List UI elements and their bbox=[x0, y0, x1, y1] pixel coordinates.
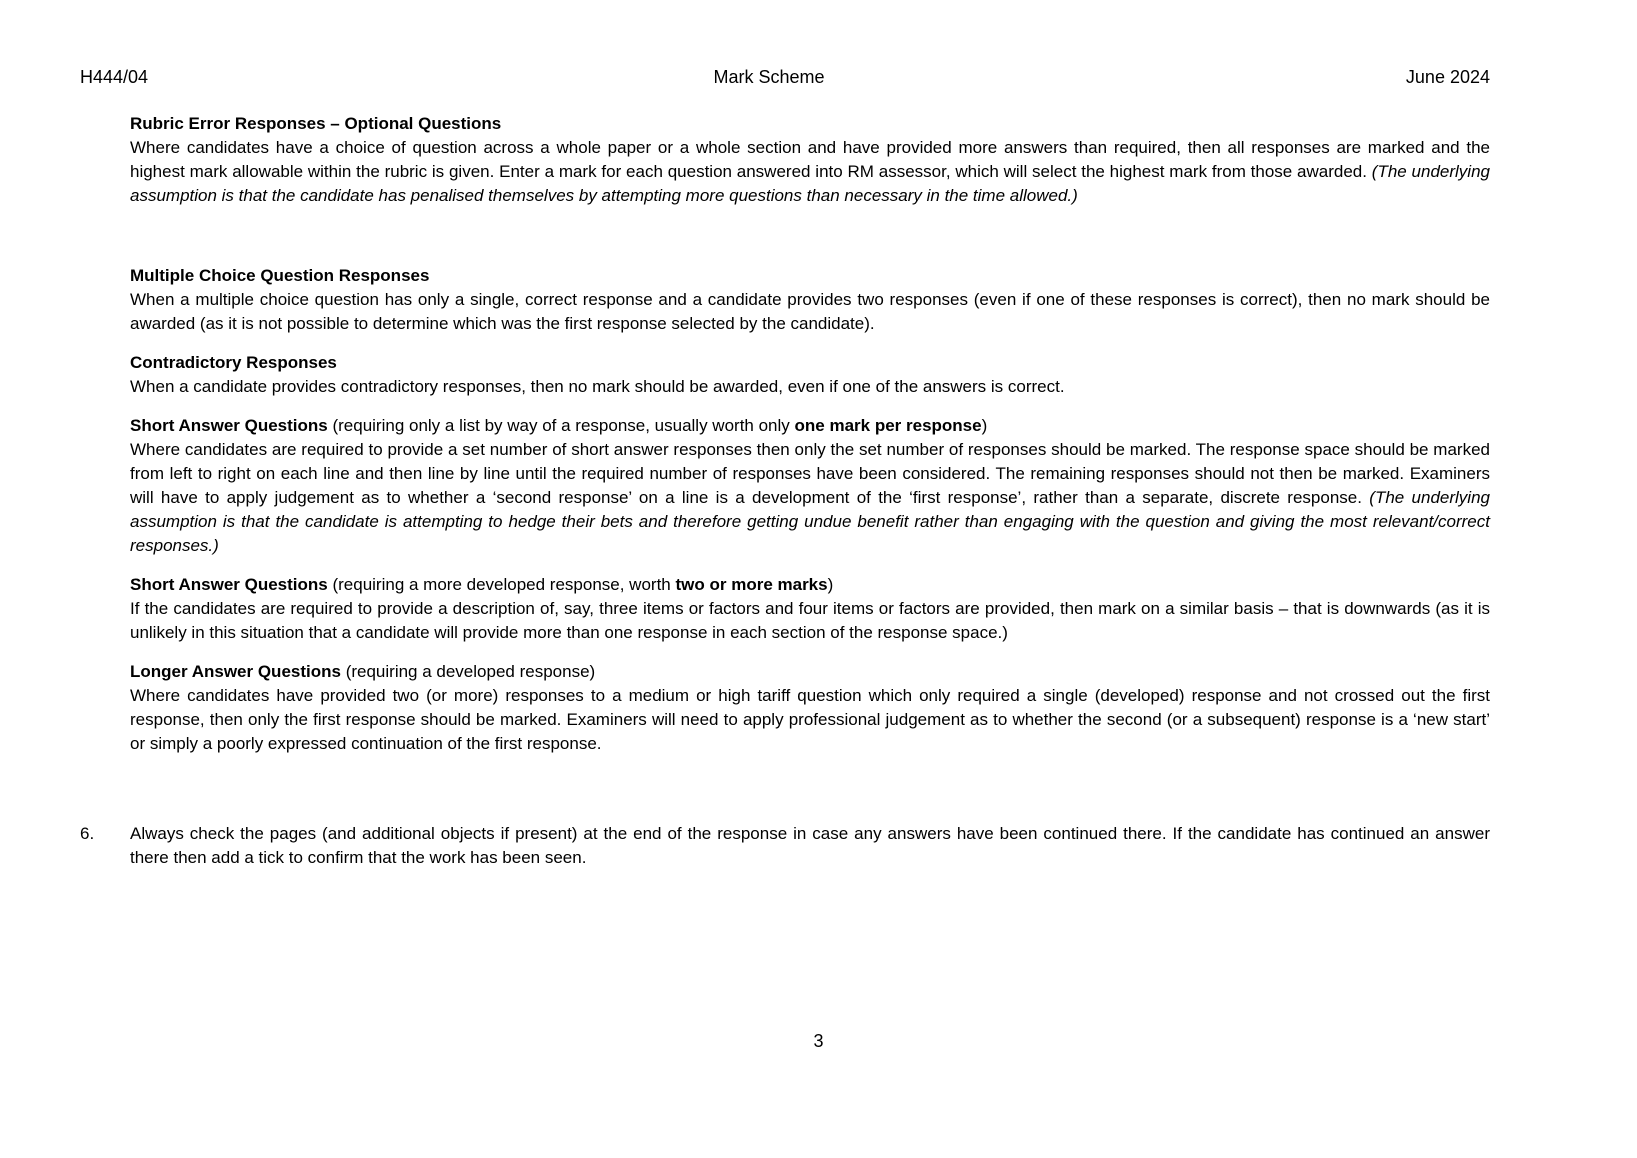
section-2 bbox=[130, 264, 1490, 336]
section-paragraph bbox=[130, 375, 1490, 399]
section-paragraph bbox=[130, 136, 1490, 208]
section-6 bbox=[130, 660, 1490, 756]
text-run: ) bbox=[981, 416, 988, 435]
page-header bbox=[80, 66, 1490, 88]
header-title: Mark Scheme bbox=[713, 67, 825, 87]
text-run: Short Answer Questions bbox=[130, 575, 328, 594]
text-run: Where candidates are required to provide a set number of short answer responses then only the set number of responses should be marked. The response space should be marked from left to right on each line and then line by line until the required number of responses have been considered. The remaining responses should not then be marked. Examiners will have to apply judgement as to whether a ‘second response’ on a line is a development of the ‘first response’, rather than a separate, discrete response. bbox=[130, 440, 1490, 507]
section-heading bbox=[130, 414, 1490, 438]
text-run: Short Answer Questions bbox=[130, 416, 328, 435]
text-run: When a candidate provides contradictory responses, then no mark should be awarded, even if one of the answers is correct. bbox=[130, 377, 1065, 396]
text-run: ) bbox=[827, 575, 834, 594]
text-run: Where candidates have a choice of question across a whole paper or a whole section and have provided more answers than required, then all responses are marked and the highest mark allowable within the rubric is given. Enter a mark for each question answered into RM assessor, which will select the highest mark from those awarded. bbox=[130, 138, 1490, 181]
text-run: When a multiple choice question has only a single, correct response and a candidate provides two responses (even if one of these responses is correct), then no mark should be awarded (as it is not possible to determine which was the first response selected by the candidate). bbox=[130, 290, 1490, 333]
text-run: Multiple Choice Question Responses bbox=[130, 266, 430, 285]
header-date: June 2024 bbox=[1405, 67, 1490, 87]
header-paper-code: H444/04 bbox=[80, 67, 149, 87]
item-text: Always check the pages (and additional objects if present) at the end of the response in case any answers have been continued there. If the candidate has continued an answer there then add a tick to confirm that the work has been seen. bbox=[130, 824, 1490, 867]
text-run: Rubric Error Responses – Optional Questions bbox=[130, 114, 502, 133]
page-footer bbox=[0, 1030, 1637, 1052]
section-4 bbox=[130, 414, 1490, 558]
text-run: (requiring a developed response) bbox=[340, 662, 596, 681]
section-heading bbox=[130, 264, 1490, 288]
page-number: 3 bbox=[813, 1031, 824, 1051]
section-paragraph bbox=[130, 288, 1490, 336]
section-5 bbox=[130, 573, 1490, 645]
section-paragraph bbox=[130, 684, 1490, 756]
text-run: (The underlying assumption is that the candidate has penalised themselves by attempting more questions than necessary in the time allowed.) bbox=[130, 162, 1490, 205]
text-run: Where candidates have provided two (or more) responses to a medium or high tariff question which only required a single (developed) response and not crossed out the first response, then only the first response should be marked. Examiners will need to apply professional judgement as to whether the second (or a subsequent) response is a ‘new start’ or simply a poorly expressed continuation of the first response. bbox=[130, 686, 1490, 753]
section-paragraph bbox=[130, 597, 1490, 645]
section-1 bbox=[130, 112, 1490, 208]
section-heading bbox=[130, 112, 1490, 136]
section-heading bbox=[130, 660, 1490, 684]
text-run: one mark per response bbox=[794, 416, 982, 435]
text-run: (requiring only a list by way of a response, usually worth only bbox=[327, 416, 795, 435]
section-heading bbox=[130, 351, 1490, 375]
text-run: Contradictory Responses bbox=[130, 353, 337, 372]
numbered-item-6 bbox=[80, 822, 1490, 870]
text-run: (requiring a more developed response, worth bbox=[327, 575, 676, 594]
text-run: If the candidates are required to provide a description of, say, three items or factors and four items or factors are provided, then mark on a similar basis – that is downwards (as it is unlikely in this situation that a candidate will provide more than one response in each section of the response space.) bbox=[130, 599, 1490, 642]
section-heading bbox=[130, 573, 1490, 597]
text-run: (The underlying assumption is that the candidate is attempting to hedge their bets and therefore getting undue benefit rather than engaging with the question and giving the most relevant/correct responses.) bbox=[130, 488, 1490, 555]
section-paragraph bbox=[130, 438, 1490, 558]
item-number: 6. bbox=[80, 824, 95, 843]
section-3 bbox=[130, 351, 1490, 399]
document-body bbox=[130, 112, 1490, 771]
text-run: two or more marks bbox=[675, 575, 828, 594]
text-run: Longer Answer Questions bbox=[130, 662, 341, 681]
